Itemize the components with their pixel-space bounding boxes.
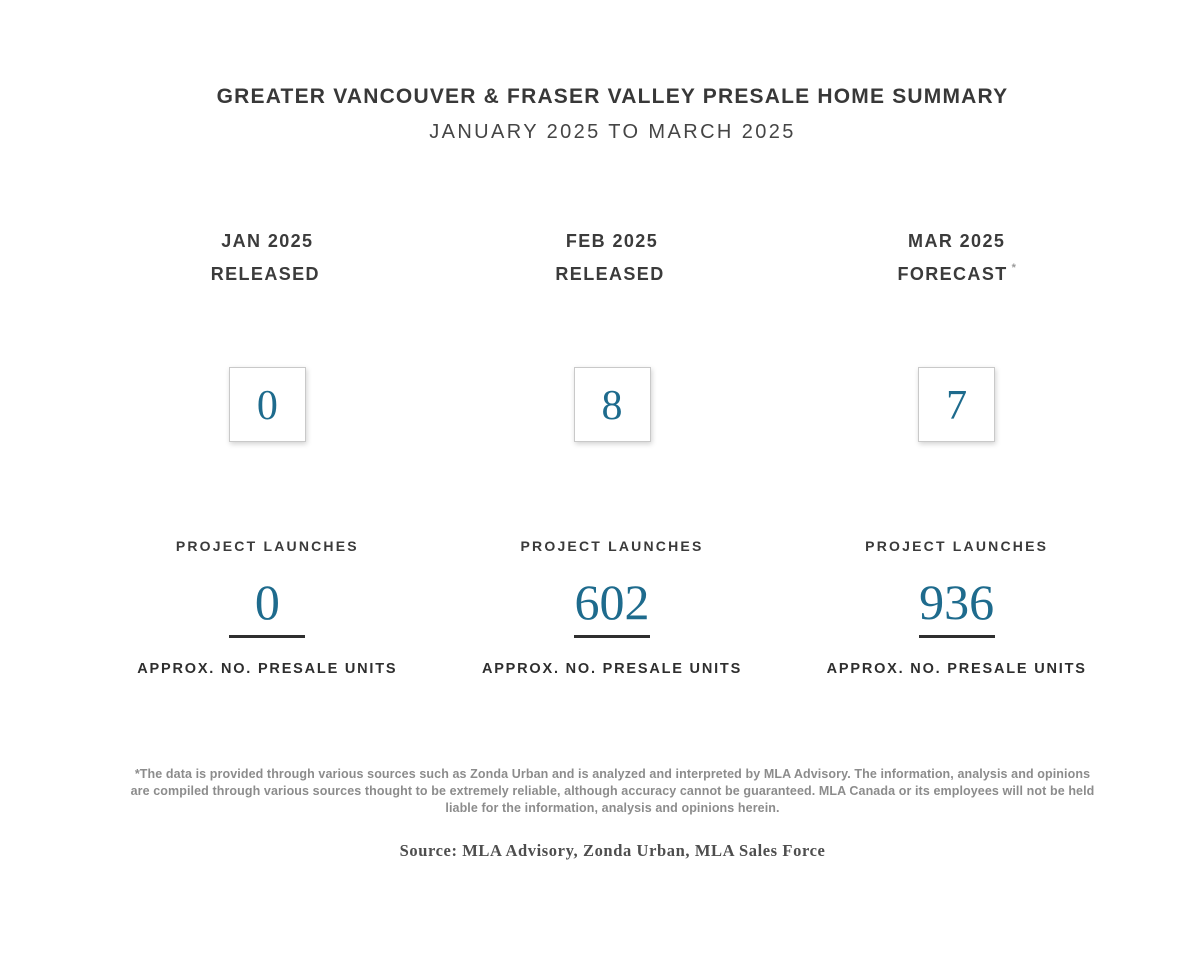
header (26, 84, 1199, 144)
project-launches-label: PROJECT LAUNCHES (520, 538, 704, 554)
page-subtitle: JANUARY 2025 TO MARCH 2025 (429, 121, 796, 143)
project-launches-box (918, 367, 995, 442)
column-status-label (440, 255, 785, 288)
project-launches-box (229, 367, 306, 442)
presale-units-label: APPROX. NO. PRESALE UNITS (137, 661, 398, 677)
project-launches-value: 0 (256, 382, 278, 429)
number-underline (574, 635, 650, 638)
column-status-label (95, 255, 440, 288)
presale-units-value: 602 (574, 574, 650, 630)
column-status-label (784, 255, 1129, 288)
project-launches-value: 7 (946, 382, 968, 429)
column-month-label: FEB 2025 (565, 231, 659, 251)
project-launches-label: PROJECT LAUNCHES (865, 538, 1049, 554)
column-month-label: MAR 2025 (908, 231, 1006, 251)
number-underline (229, 635, 305, 638)
month-columns (95, 228, 1129, 678)
source-attribution: Source: MLA Advisory, Zonda Urban, MLA Sales Force (399, 841, 826, 860)
presale-units-label: APPROX. NO. PRESALE UNITS (481, 661, 743, 677)
presale-units-value: 0 (254, 574, 280, 630)
project-launches-label: PROJECT LAUNCHES (175, 538, 359, 554)
status-text: RELEASED (210, 264, 320, 284)
column-jan-2025 (95, 228, 440, 678)
status-text: RELEASED (555, 264, 665, 284)
project-launches-box (574, 367, 651, 442)
footnote-asterisk: * (1011, 262, 1016, 274)
footnote (26, 766, 1199, 817)
number-underline (919, 635, 995, 638)
presale-units-label: APPROX. NO. PRESALE UNITS (826, 661, 1087, 677)
project-launches-value: 8 (601, 382, 623, 429)
status-text: FORECAST (897, 264, 1008, 284)
column-mar-2025 (784, 228, 1129, 678)
column-feb-2025 (440, 228, 785, 678)
presale-units-value: 936 (919, 574, 995, 630)
footnote-text: *The data is provided through various sources such as Zonda Urban and is analyzed and interpreted by MLA Advisory. The information, analysis and opinions are compiled through various sources thought to be extremely reliable, although accuracy cannot be guaranteed. MLA Canada or its employees will not be held liable for the information, analysis and opinions herein. (130, 767, 1095, 815)
column-month-label: JAN 2025 (221, 231, 314, 251)
page-title: GREATER VANCOUVER & FRASER VALLEY PRESALE HOME SUMMARY (216, 85, 1009, 108)
